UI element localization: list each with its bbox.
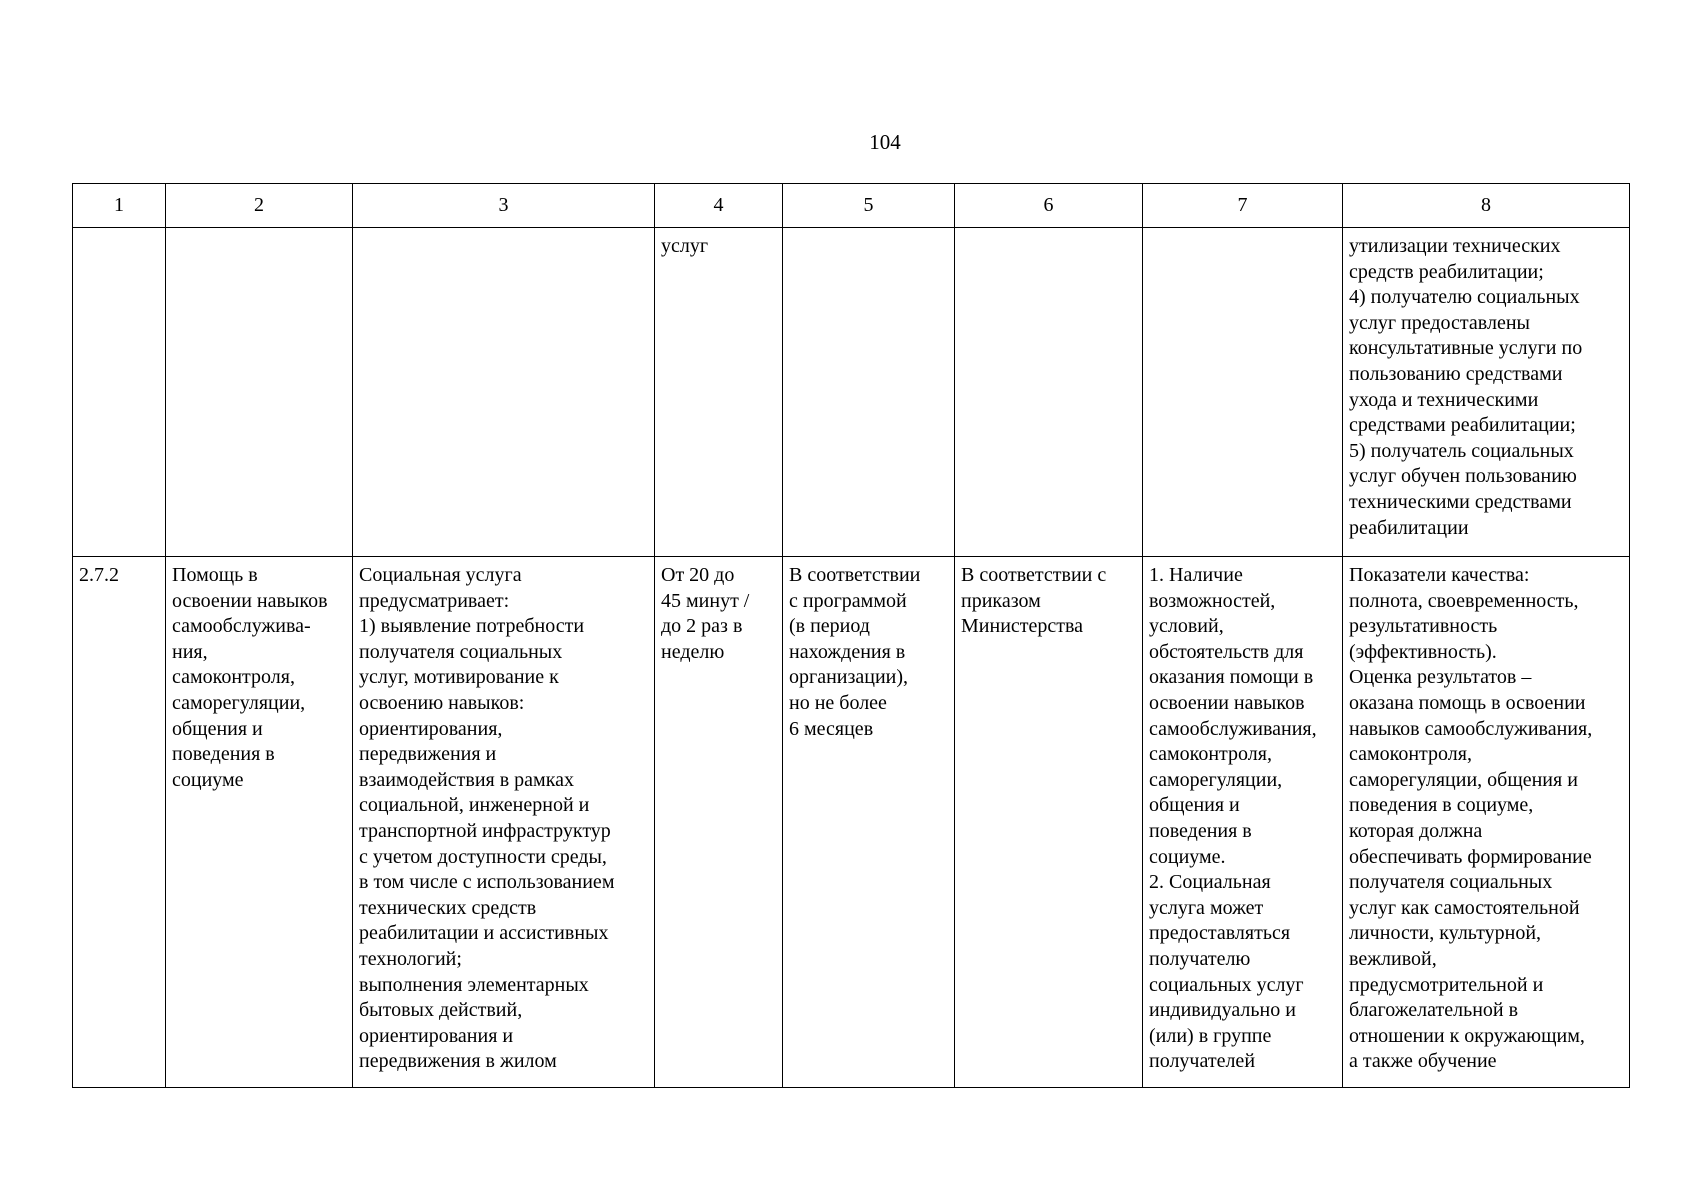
- cell-text-line: с программой: [789, 589, 907, 612]
- cell-text-line: техническими средствами: [1349, 490, 1572, 513]
- service-tariff-cell: [955, 557, 1143, 1088]
- column-header-4: 4: [655, 184, 783, 228]
- cell-text-line: саморегуляции,: [172, 691, 306, 714]
- cell-text-line: полнота, своевременность,: [1349, 589, 1579, 612]
- cell-text-line: освоении навыков: [172, 589, 328, 612]
- cell-text-line: взаимодействия в рамках: [359, 768, 574, 791]
- cell-text-line: услуг обучен пользованию: [1349, 465, 1577, 488]
- cell-text-line: но не более: [789, 691, 887, 714]
- cell-text-line: вежливой,: [1349, 947, 1437, 970]
- cell-text-line: 45 минут /: [661, 589, 750, 612]
- cell-text-line: услуга может: [1149, 896, 1264, 919]
- column-header-3: 3: [353, 184, 655, 228]
- service-period-cell: [783, 557, 955, 1088]
- cell-text-line: 4) получателю социальных: [1349, 286, 1580, 309]
- cell-text-line: условий,: [1149, 615, 1224, 638]
- cell-text-line: неделю: [661, 640, 725, 663]
- service-description-cell: [353, 557, 655, 1088]
- cell-text-line: услуг: [661, 235, 709, 257]
- cell-text-line: освоении навыков: [1149, 691, 1305, 714]
- cell-text-line: предусматривает:: [359, 589, 510, 612]
- cell-text-line: услуг предоставлены: [1349, 311, 1530, 334]
- cell-text-line: В соответствии: [789, 564, 921, 586]
- cell-text-line: предоставляться: [1149, 922, 1291, 945]
- cell-text-line: 5) получатель социальных: [1349, 439, 1574, 462]
- column-header-1: 1: [73, 184, 166, 228]
- cell-text-line: выполнения элементарных: [359, 973, 589, 996]
- cell-text-line: с учетом доступности среды,: [359, 845, 607, 868]
- cell-text-line: индивидуально и: [1149, 999, 1296, 1022]
- table-row: [73, 228, 1630, 557]
- cell-text-line: пользованию средствами: [1349, 362, 1563, 385]
- cell-text-line: ухода и техническими: [1349, 388, 1539, 411]
- cell-text-line: 1) выявление потребности: [359, 615, 585, 638]
- service-name-cell: [166, 557, 353, 1088]
- cell-text-line: предусмотрительной и: [1349, 973, 1544, 996]
- cell-text-line: социуме: [172, 768, 244, 791]
- cell-text-line: (эффективность).: [1349, 640, 1497, 663]
- cell-text-line: обеспечивать формирование: [1349, 845, 1592, 868]
- cell-text-line: средств реабилитации;: [1349, 260, 1544, 283]
- cell-text-line: самообслуживания,: [1149, 717, 1317, 740]
- cell-text-line: Показатели качества:: [1349, 564, 1530, 586]
- cell-text-line: поведения в: [1149, 819, 1252, 842]
- cell-text-line: в том числе с использованием: [359, 871, 615, 894]
- cell-text-line: навыков самообслуживания,: [1349, 717, 1593, 740]
- cell-text-line: поведения в: [172, 743, 275, 766]
- cell-text-line: самообслужива-: [172, 615, 311, 638]
- cell-text-line: которая должна: [1349, 819, 1483, 842]
- cell-text-line: 2. Социальная: [1149, 871, 1271, 894]
- cell-text-line: Министерства: [961, 615, 1084, 638]
- cell-text-line: технических средств: [359, 896, 537, 919]
- cell-text-line: передвижения в жилом: [359, 1050, 557, 1073]
- table-cell: [73, 228, 166, 557]
- cell-text-line: личности, культурной,: [1349, 922, 1542, 945]
- service-quality-cell: [1343, 557, 1630, 1088]
- cell-text-line: самоконтроля,: [172, 666, 295, 689]
- cell-text-line: 1. Наличие: [1149, 564, 1243, 586]
- column-header-2: 2: [166, 184, 353, 228]
- cell-text-line: оказана помощь в освоении: [1349, 691, 1586, 714]
- cell-text-line: услуг как самостоятельной: [1349, 896, 1580, 919]
- cell-text-line: общения и: [1149, 794, 1240, 817]
- service-conditions-cell: [1143, 557, 1343, 1088]
- table-row: [73, 557, 1630, 1088]
- cell-text-line: утилизации технических: [1349, 235, 1561, 257]
- cell-text-line: (в период: [789, 615, 870, 638]
- cell-text-line: общения и: [172, 717, 263, 740]
- cell-text-line: социальных услуг: [1149, 973, 1304, 996]
- table-cell: [166, 228, 353, 557]
- cell-text-line: технологий;: [359, 947, 462, 970]
- cell-text-line: ориентирования,: [359, 717, 503, 740]
- cell-text-line: От 20 до: [661, 564, 735, 586]
- table-cell: [1143, 228, 1343, 557]
- cell-text-line: ориентирования и: [359, 1024, 514, 1047]
- cell-text-line: 2.7.2: [79, 564, 119, 586]
- column-header-6: 6: [955, 184, 1143, 228]
- cell-text-line: саморегуляции,: [1149, 768, 1283, 791]
- cell-text-line: поведения в социуме,: [1349, 794, 1534, 817]
- cell-text-line: получателю: [1149, 947, 1251, 970]
- cell-text-line: социуме.: [1149, 845, 1226, 868]
- cell-text-line: средствами реабилитации;: [1349, 414, 1576, 437]
- cell-text-line: 6 месяцев: [789, 717, 874, 740]
- cell-text-line: а также обучение: [1349, 1050, 1497, 1073]
- table-header-row: [73, 184, 1630, 228]
- column-header-5: 5: [783, 184, 955, 228]
- cell-text-line: получателя социальных: [359, 640, 563, 663]
- cell-text-line: получателя социальных: [1349, 871, 1553, 894]
- cell-text-line: оказания помощи в: [1149, 666, 1314, 689]
- cell-text-line: транспортной инфраструктур: [359, 819, 611, 842]
- table-cell: [1343, 228, 1630, 557]
- cell-text-line: услуг, мотивирование к: [359, 666, 559, 689]
- table-cell: [783, 228, 955, 557]
- cell-text-line: передвижения и: [359, 743, 497, 766]
- cell-text-line: саморегуляции, общения и: [1349, 768, 1578, 791]
- service-duration-cell: [655, 557, 783, 1088]
- cell-text-line: получателей: [1149, 1050, 1256, 1073]
- cell-text-line: результативность: [1349, 615, 1498, 638]
- cell-text-line: благожелательной в: [1349, 999, 1519, 1022]
- cell-text-line: социальной, инженерной и: [359, 794, 590, 817]
- table-cell: [655, 228, 783, 557]
- cell-text-line: нахождения в: [789, 640, 906, 663]
- cell-text-line: организации),: [789, 666, 909, 689]
- cell-text-line: реабилитации и ассистивных: [359, 922, 609, 945]
- cell-text-line: В соответствии с: [961, 564, 1107, 586]
- cell-text-line: Оценка результатов –: [1349, 666, 1532, 689]
- cell-text-line: (или) в группе: [1149, 1024, 1272, 1047]
- cell-text-line: возможностей,: [1149, 589, 1276, 612]
- column-header-8: 8: [1343, 184, 1630, 228]
- cell-text-line: Социальная услуга: [359, 564, 522, 586]
- cell-text-line: обстоятельств для: [1149, 640, 1304, 663]
- cell-text-line: бытовых действий,: [359, 999, 523, 1022]
- service-number-cell: [73, 557, 166, 1088]
- cell-text-line: ния,: [172, 640, 208, 663]
- page-number: 104: [869, 130, 901, 154]
- column-header-7: 7: [1143, 184, 1343, 228]
- table-cell: [955, 228, 1143, 557]
- table-cell: [353, 228, 655, 557]
- services-table: [72, 183, 1630, 1088]
- cell-text-line: реабилитации: [1349, 516, 1469, 539]
- cell-text-line: Помощь в: [172, 564, 258, 586]
- cell-text-line: самоконтроля,: [1349, 743, 1472, 766]
- cell-text-line: освоению навыков:: [359, 691, 525, 714]
- cell-text-line: отношении к окружающим,: [1349, 1024, 1585, 1047]
- cell-text-line: до 2 раз в: [661, 615, 743, 638]
- cell-text-line: консультативные услуги по: [1349, 337, 1583, 360]
- cell-text-line: самоконтроля,: [1149, 743, 1272, 766]
- cell-text-line: приказом: [961, 589, 1041, 612]
